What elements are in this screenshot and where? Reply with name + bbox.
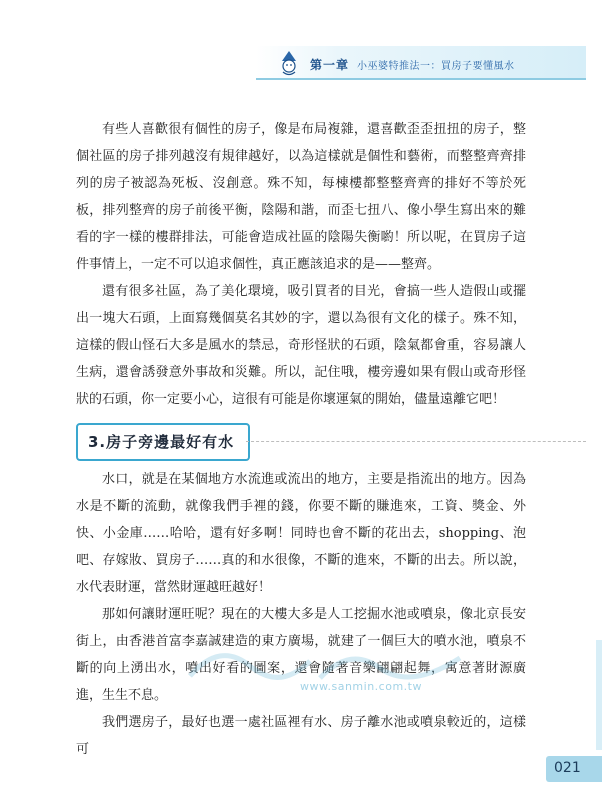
chapter-subtitle: 小巫婆特推法一：買房子要懂風水 bbox=[357, 61, 515, 72]
chapter-label: 第一章 bbox=[310, 58, 350, 72]
chapter-title bbox=[310, 56, 515, 73]
section-heading-box bbox=[76, 423, 250, 461]
body-paragraph-4: 那如何讓財運旺呢？現在的大樓大多是人工挖掘水池或噴泉，像北京長安街上，由香港首富李嘉誠建造的東方廣場，就建了一個巨大的噴水池，噴泉不斷的向上湧出水，噴出好看的圖案，還會隨著音樂翩翩起舞，寓意著財源廣進，生生不息。 bbox=[76, 607, 526, 703]
section-heading: 3.房子旁邊最好有水 bbox=[88, 433, 235, 451]
page-edge-tab bbox=[596, 640, 602, 750]
body-paragraph-2: 還有很多社區，為了美化環境，吸引買者的目光，會搞一些人造假山或擺出一塊大石頭，上面寫幾個莫名其妙的字，還以為很有文化的樣子。殊不知，這樣的假山怪石大多是風水的禁忌，奇形怪狀的石頭，陰氣都會重，容易讓人生病，還會誘發意外事故和災難。所以，記住哦，樓旁邊如果有假山或奇形怪狀的石頭，你一定要小心，這很有可能是你壞運氣的開始，儘量遠離它吧！ bbox=[76, 284, 526, 407]
witch-mascot-icon bbox=[278, 50, 300, 76]
watermark-url: www.sanmin.com.tw bbox=[300, 680, 422, 693]
section-divider bbox=[246, 441, 586, 442]
body-paragraph-3: 水口，就是在某個地方水流進或流出的地方，主要是指流出的地方。因為水是不斷的流動，就像我們手裡的錢，你要不斷的賺進來，工資、獎金、外快、小金庫……哈哈，還有好多啊！同時也會不斷的花出去，shopping、泡吧、存嫁妝、買房子……真的和水很像，不斷的進來，不斷的出去。所以說，水代表財運，當然財運越旺越好！ bbox=[76, 472, 526, 595]
page-number: 021 bbox=[554, 760, 581, 776]
body-paragraph-1: 有些人喜歡很有個性的房子，像是布局複雜，還喜歡歪歪扭扭的房子，整個社區的房子排列越沒有規律越好，以為這樣就是個性和藝術，而整整齊齊排列的房子被認為死板、沒創意。殊不知，每棟樓都整整齊齊的排好不等於死板，排列整齊的房子前後平衡，陰陽和諧，而歪七扭八、像小學生寫出來的難看的字一樣的樓群排法，可能會造成社區的陰陽失衡喲！所以呢，在買房子這件事情上，一定不可以追求個性，真正應該追求的是——整齊。 bbox=[76, 122, 526, 272]
body-paragraph-5: 我們選房子，最好也選一處社區裡有水、房子離水池或噴泉較近的，這樣可 bbox=[76, 715, 526, 757]
